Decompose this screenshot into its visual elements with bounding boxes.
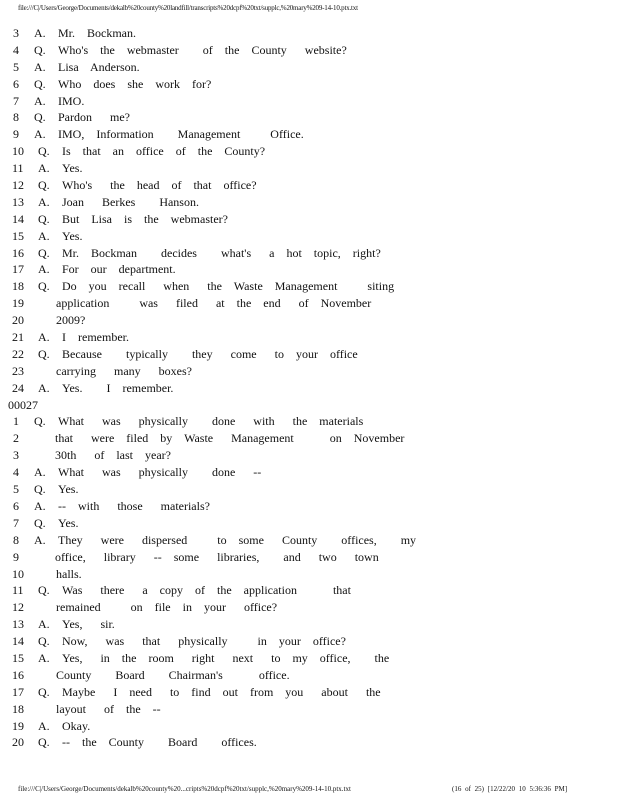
line-text: Yes, in the room right next to my office, the [62,650,390,665]
line-text: Was there a copy of the application that [62,583,351,598]
line-text: office, library -- some libraries, and two town [55,549,379,564]
line-text: Yes, sir. [62,617,115,632]
line-text: Mr. Bockman decides what's a hot topic, right? [62,245,381,260]
line-text: Yes. [62,228,83,243]
transcript-line [0,25,618,42]
line-number: 14 [12,211,24,226]
line-number: 5 [13,482,19,497]
transcript-line [0,498,618,515]
transcript-line [0,245,618,262]
speaker-label: Q. [38,144,50,159]
transcript-line [0,684,618,701]
line-text: What was physically done with the materials [58,414,364,429]
line-number: 7 [13,515,19,530]
line-text: application was filed at the end of November [56,296,372,311]
transcript-line [0,143,618,160]
speaker-label: Q. [34,414,46,429]
speaker-label: A. [34,26,46,40]
speaker-label: Q. [34,76,46,91]
transcript-line [0,633,618,650]
line-text: Yes. I remember. [62,380,174,395]
speaker-label: A. [38,718,50,733]
speaker-label: Q. [34,482,46,497]
line-number: 9 [13,549,19,564]
speaker-label: A. [38,161,50,176]
line-number: 19 [12,718,24,733]
line-number: 16 [12,245,24,260]
line-text: Because typically they come to your office [62,346,358,361]
line-number: 3 [13,26,19,40]
speaker-label: A. [34,59,46,74]
transcript-line [0,109,618,126]
line-text: Who's the head of that office? [62,178,257,193]
speaker-label: Q. [38,735,50,750]
transcript-line [0,447,618,464]
line-text: Who does she work for? [58,76,212,91]
line-number: 14 [12,634,24,649]
line-number: 16 [12,667,24,682]
transcript-line [0,295,618,312]
transcript-line [0,532,618,549]
transcript-line [0,329,618,346]
line-number: 6 [13,498,19,513]
line-text: Yes. [58,515,79,530]
speaker-label: Q. [34,42,46,57]
speaker-label: A. [34,93,46,108]
line-number: 20 [12,735,24,750]
line-text: 30th of last year? [55,448,171,463]
file-path-footer: file:///C|/Users/George/Documents/dekalb%20county%20...cripts%20dcpf%20txt/supplc,%20mary%209-14-10.ptx.txt [18,785,351,793]
line-text: carrying many boxes? [56,363,192,378]
line-number: 3 [13,448,19,463]
page-number: 00027 [8,397,38,412]
line-number: 10 [12,144,24,159]
line-text: remained on file in your office? [56,600,278,615]
speaker-label: A. [34,532,46,547]
line-number: 23 [12,363,24,378]
transcript-line [0,177,618,194]
transcript-line [0,566,618,583]
transcript-line [0,549,618,566]
transcript-line [0,464,618,481]
line-text: Yes. [58,482,79,497]
line-text: I remember. [62,330,129,345]
page-number-line [0,397,618,414]
line-text: Maybe I need to find out from you about the [62,684,381,699]
speaker-label: Q. [38,178,50,193]
line-text: Okay. [62,718,91,733]
speaker-label: A. [38,380,50,395]
line-text: layout of the -- [56,701,161,716]
transcript-line [0,93,618,110]
transcript-line [0,261,618,278]
line-number: 6 [13,76,19,91]
transcript-line [0,59,618,76]
transcript-line [0,481,618,498]
line-text: Pardon me? [58,110,130,125]
speaker-label: A. [38,194,50,209]
line-text: County Board Chairman's office. [56,667,290,682]
speaker-label: Q. [38,634,50,649]
transcript-line [0,616,618,633]
line-text: Yes. [62,161,83,176]
line-number: 11 [12,161,24,176]
line-number: 4 [13,42,19,57]
line-number: 8 [13,110,19,125]
transcript-line [0,42,618,59]
page-counter-footer: (16 of 25) [12/22/20 10 5:36:36 PM] [452,785,568,793]
line-number: 9 [13,127,19,142]
line-number: 2 [13,431,19,446]
speaker-label: Q. [34,110,46,125]
line-number: 18 [12,279,24,294]
line-number: 15 [12,228,24,243]
transcript-line [0,160,618,177]
transcript-body [0,25,618,751]
line-number: 17 [12,684,24,699]
transcript-line [0,718,618,735]
line-text: They were dispersed to some County offices, my [58,532,417,547]
transcript-line [0,380,618,397]
speaker-label: Q. [38,583,50,598]
transcript-line [0,582,618,599]
transcript-line [0,701,618,718]
line-number: 20 [12,313,24,328]
line-text: For our department. [62,262,176,277]
transcript-line [0,346,618,363]
transcript-line [0,228,618,245]
line-text: Do you recall when the Waste Management siting [62,279,395,294]
speaker-label: A. [34,498,46,513]
line-number: 15 [12,650,24,665]
line-text: Lisa Anderson. [58,59,140,74]
speaker-label: Q. [38,245,50,260]
line-number: 7 [13,93,19,108]
line-text: Is that an office of the County? [62,144,266,159]
transcript-line [0,667,618,684]
line-text: But Lisa is the webmaster? [62,211,228,226]
line-text: What was physically done -- [58,465,262,480]
speaker-label: A. [38,650,50,665]
line-text: -- the County Board offices. [62,735,257,750]
transcript-line [0,312,618,329]
line-number: 12 [12,600,24,615]
speaker-label: Q. [38,346,50,361]
file-path-header: file:///C|/Users/George/Documents/dekalb%20county%20landfill/transcripts%20dcpf%20txt/supplc,%20mary%209-14-10.ptx.txt [18,4,358,12]
line-number: 13 [12,194,24,209]
transcript-line [0,734,618,751]
speaker-label: Q. [38,684,50,699]
transcript-line [0,194,618,211]
speaker-label: A. [38,262,50,277]
speaker-label: A. [34,127,46,142]
line-text: IMO, Information Management Office. [58,127,304,142]
line-number: 17 [12,262,24,277]
transcript-line [0,278,618,295]
line-text: Who's the webmaster of the County website? [58,42,347,57]
transcript-line [0,126,618,143]
line-number: 12 [12,178,24,193]
line-number: 1 [13,414,19,429]
line-number: 22 [12,346,24,361]
line-text: Now, was that physically in your office? [62,634,346,649]
speaker-label: A. [38,617,50,632]
transcript-line [0,430,618,447]
speaker-label: Q. [38,279,50,294]
line-number: 11 [12,583,24,598]
transcript-line [0,211,618,228]
transcript-line [0,76,618,93]
line-number: 19 [12,296,24,311]
speaker-label: Q. [38,211,50,226]
speaker-label: A. [38,330,50,345]
line-text: halls. [56,566,82,581]
transcript-line [0,599,618,616]
line-number: 13 [12,617,24,632]
speaker-label: Q. [34,515,46,530]
line-number: 5 [13,59,19,74]
transcript-line [0,515,618,532]
transcript-line [0,413,618,430]
line-number: 21 [12,330,24,345]
line-text: IMO. [58,93,85,108]
line-text: that were filed by Waste Management on November [55,431,405,446]
line-text: Joan Berkes Hanson. [62,194,199,209]
transcript-line [0,650,618,667]
speaker-label: A. [34,465,46,480]
line-number: 8 [13,532,19,547]
line-number: 4 [13,465,19,480]
speaker-label: A. [38,228,50,243]
line-number: 24 [12,380,24,395]
line-text: -- with those materials? [58,498,210,513]
transcript-line [0,363,618,380]
line-text: 2009? [56,313,86,328]
line-number: 10 [12,566,24,581]
line-number: 18 [12,701,24,716]
line-text: Mr. Bockman. [58,26,136,40]
